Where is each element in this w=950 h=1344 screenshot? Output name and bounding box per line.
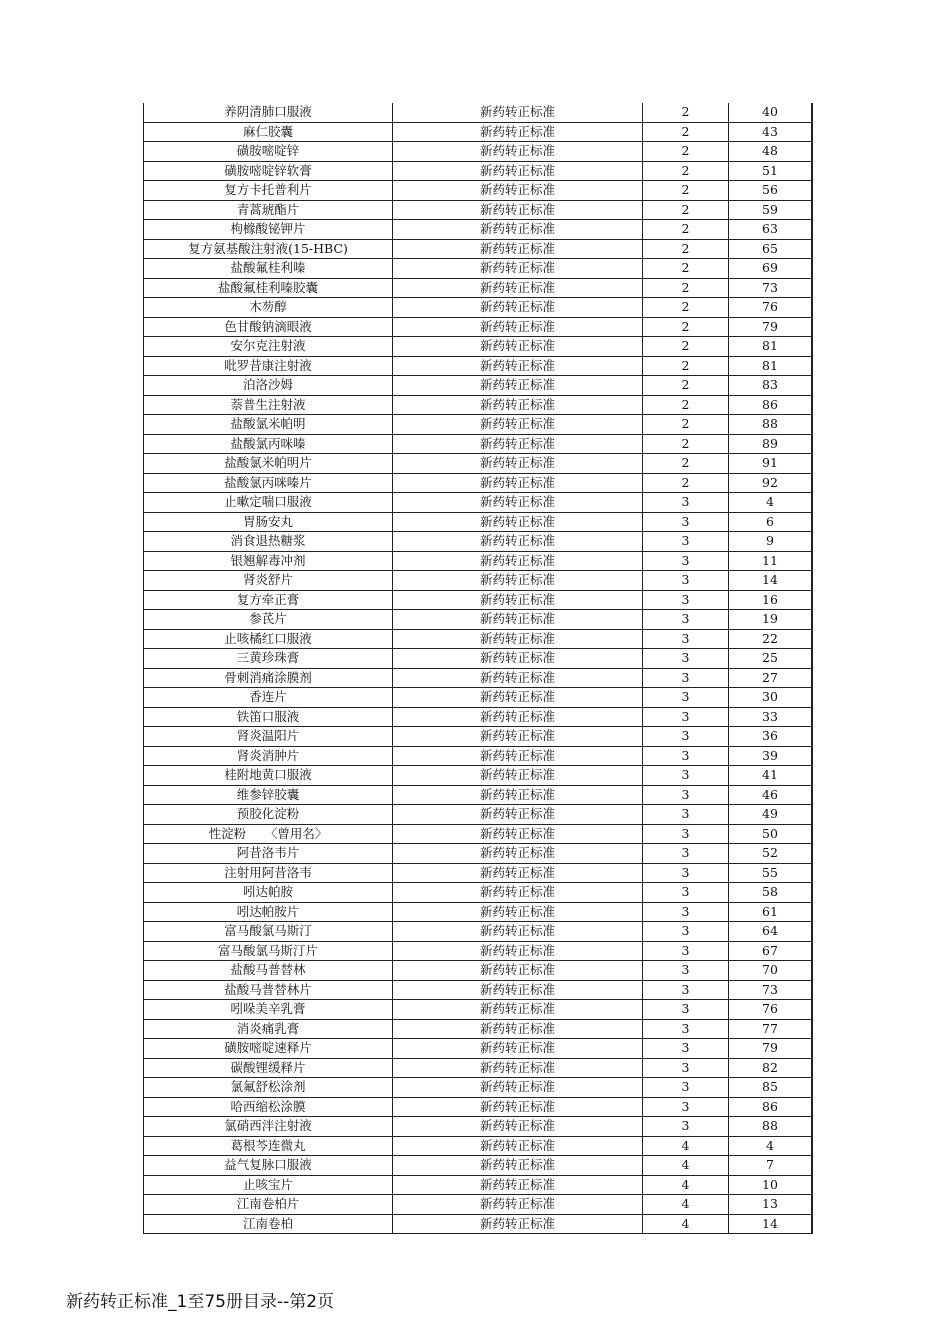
standard-type-cell: 新药转正标准 (393, 746, 643, 766)
volume-cell: 3 (643, 1039, 729, 1059)
standard-type-cell: 新药转正标准 (393, 551, 643, 571)
standard-type-cell: 新药转正标准 (393, 785, 643, 805)
table-row (144, 961, 813, 981)
table-row (144, 512, 813, 532)
drug-name-cell: 胃肠安丸 (144, 512, 393, 532)
drug-name-cell: 止嗽定喘口服液 (144, 493, 393, 513)
volume-cell: 2 (643, 259, 729, 279)
volume-cell: 3 (643, 1078, 729, 1098)
table-row (144, 434, 813, 454)
drug-name-cell: 木芴醇 (144, 298, 393, 318)
standard-type-cell: 新药转正标准 (393, 805, 643, 825)
standard-type-cell: 新药转正标准 (393, 1000, 643, 1020)
table-row (144, 980, 813, 1000)
page-cell: 9 (729, 532, 813, 552)
page-cell: 91 (729, 454, 813, 474)
table-row (144, 590, 813, 610)
standard-type-cell: 新药转正标准 (393, 902, 643, 922)
page-cell: 33 (729, 707, 813, 727)
page-cell: 85 (729, 1078, 813, 1098)
volume-cell: 3 (643, 883, 729, 903)
table-row (144, 688, 813, 708)
table-row (144, 727, 813, 747)
table-row (144, 863, 813, 883)
table-row (144, 161, 813, 181)
drug-name-cell: 磺胺嘧啶锌 (144, 142, 393, 162)
drug-name-cell: 吲达帕胺片 (144, 902, 393, 922)
drug-name-cell: 参芪片 (144, 610, 393, 630)
table-row (144, 395, 813, 415)
standard-type-cell: 新药转正标准 (393, 356, 643, 376)
table-row (144, 1000, 813, 1020)
page-cell: 63 (729, 220, 813, 240)
table-row (144, 668, 813, 688)
table-row (144, 629, 813, 649)
page-cell: 81 (729, 337, 813, 357)
standard-type-cell: 新药转正标准 (393, 1195, 643, 1215)
page-cell: 49 (729, 805, 813, 825)
standard-type-cell: 新药转正标准 (393, 317, 643, 337)
drug-name-cell: 香连片 (144, 688, 393, 708)
table-row (144, 844, 813, 864)
standard-type-cell: 新药转正标准 (393, 610, 643, 630)
standard-type-cell: 新药转正标准 (393, 493, 643, 513)
table-row (144, 551, 813, 571)
volume-cell: 3 (643, 493, 729, 513)
standard-type-cell: 新药转正标准 (393, 629, 643, 649)
volume-cell: 3 (643, 766, 729, 786)
page-cell: 81 (729, 356, 813, 376)
table-row (144, 1039, 813, 1059)
page-cell: 86 (729, 1097, 813, 1117)
volume-cell: 3 (643, 746, 729, 766)
drug-name-cell: 萘普生注射液 (144, 395, 393, 415)
volume-cell: 3 (643, 961, 729, 981)
volume-cell: 2 (643, 278, 729, 298)
volume-cell: 3 (643, 1000, 729, 1020)
page-cell: 73 (729, 278, 813, 298)
table-row (144, 1097, 813, 1117)
volume-cell: 2 (643, 356, 729, 376)
drug-name-cell: 桂附地黄口服液 (144, 766, 393, 786)
page-cell: 77 (729, 1019, 813, 1039)
table-row (144, 922, 813, 942)
drug-name-cell: 复方牵正膏 (144, 590, 393, 610)
table-row (144, 1058, 813, 1078)
volume-cell: 2 (643, 103, 729, 122)
drug-name-cell: 复方氨基酸注射液(15-HBC) (144, 239, 393, 259)
volume-cell: 3 (643, 649, 729, 669)
table-row (144, 473, 813, 493)
table-row (144, 766, 813, 786)
page-cell: 43 (729, 122, 813, 142)
drug-name-cell: 维参锌胶囊 (144, 785, 393, 805)
standard-type-cell: 新药转正标准 (393, 376, 643, 396)
table-row (144, 103, 813, 122)
standard-type-cell: 新药转正标准 (393, 200, 643, 220)
table-row (144, 1214, 813, 1234)
page-cell: 83 (729, 376, 813, 396)
drug-name-cell: 养阴清肺口服液 (144, 103, 393, 122)
volume-cell: 3 (643, 1019, 729, 1039)
page-cell: 61 (729, 902, 813, 922)
page-cell: 13 (729, 1195, 813, 1215)
drug-name-cell: 复方卡托普利片 (144, 181, 393, 201)
drug-name-cell: 盐酸氯丙咪嗪 (144, 434, 393, 454)
table-row (144, 142, 813, 162)
volume-cell: 3 (643, 941, 729, 961)
table-row (144, 220, 813, 240)
page-cell: 55 (729, 863, 813, 883)
standard-type-cell: 新药转正标准 (393, 298, 643, 318)
volume-cell: 2 (643, 142, 729, 162)
volume-cell: 3 (643, 1097, 729, 1117)
drug-name-cell: 铁笛口服液 (144, 707, 393, 727)
table-row (144, 278, 813, 298)
drug-name-cell: 益气复脉口服液 (144, 1156, 393, 1176)
catalog-table-body (144, 103, 813, 1234)
drug-name-cell: 氯氟舒松涂剂 (144, 1078, 393, 1098)
page-cell: 30 (729, 688, 813, 708)
drug-name-cell: 富马酸氯马斯汀片 (144, 941, 393, 961)
volume-cell: 2 (643, 395, 729, 415)
drug-name-cell: 止咳橘红口服液 (144, 629, 393, 649)
page-cell: 73 (729, 980, 813, 1000)
volume-cell: 3 (643, 824, 729, 844)
page-cell: 86 (729, 395, 813, 415)
table-row (144, 883, 813, 903)
page-cell: 36 (729, 727, 813, 747)
standard-type-cell: 新药转正标准 (393, 220, 643, 240)
table-row (144, 298, 813, 318)
standard-type-cell: 新药转正标准 (393, 883, 643, 903)
page-cell: 50 (729, 824, 813, 844)
drug-name-cell: 盐酸氯米帕明 (144, 415, 393, 435)
volume-cell: 2 (643, 454, 729, 474)
table-row (144, 493, 813, 513)
drug-name-cell: 盐酸氯丙咪嗪片 (144, 473, 393, 493)
standard-type-cell: 新药转正标准 (393, 532, 643, 552)
volume-cell: 2 (643, 200, 729, 220)
page-cell: 19 (729, 610, 813, 630)
drug-name-cell: 氯硝西泮注射液 (144, 1117, 393, 1137)
table-row (144, 571, 813, 591)
standard-type-cell: 新药转正标准 (393, 259, 643, 279)
standard-type-cell: 新药转正标准 (393, 941, 643, 961)
table-row (144, 356, 813, 376)
volume-cell: 2 (643, 337, 729, 357)
page-cell: 6 (729, 512, 813, 532)
drug-name-cell: 盐酸氟桂利嗪 (144, 259, 393, 279)
standard-type-cell: 新药转正标准 (393, 824, 643, 844)
table-row (144, 376, 813, 396)
volume-cell: 3 (643, 629, 729, 649)
page-cell: 39 (729, 746, 813, 766)
standard-type-cell: 新药转正标准 (393, 512, 643, 532)
standard-type-cell: 新药转正标准 (393, 103, 643, 122)
standard-type-cell: 新药转正标准 (393, 1175, 643, 1195)
standard-type-cell: 新药转正标准 (393, 649, 643, 669)
drug-name-cell: 消食退热糖浆 (144, 532, 393, 552)
page-cell: 41 (729, 766, 813, 786)
standard-type-cell: 新药转正标准 (393, 668, 643, 688)
table-row (144, 532, 813, 552)
page-cell: 92 (729, 473, 813, 493)
page-cell: 51 (729, 161, 813, 181)
page-cell: 70 (729, 961, 813, 981)
standard-type-cell: 新药转正标准 (393, 181, 643, 201)
volume-cell: 3 (643, 727, 729, 747)
volume-cell: 3 (643, 512, 729, 532)
page-cell: 10 (729, 1175, 813, 1195)
volume-cell: 2 (643, 415, 729, 435)
volume-cell: 3 (643, 1117, 729, 1137)
page-footer: 新药转正标准_1至75册目录--第2页 (66, 1292, 335, 1312)
volume-cell: 3 (643, 805, 729, 825)
table-row (144, 785, 813, 805)
standard-type-cell: 新药转正标准 (393, 434, 643, 454)
drug-name-cell: 磺胺嘧啶锌软膏 (144, 161, 393, 181)
volume-cell: 4 (643, 1214, 729, 1234)
page-cell: 11 (729, 551, 813, 571)
standard-type-cell: 新药转正标准 (393, 1117, 643, 1137)
standard-type-cell: 新药转正标准 (393, 454, 643, 474)
drug-name-cell: 银翘解毒冲剂 (144, 551, 393, 571)
standard-type-cell: 新药转正标准 (393, 590, 643, 610)
volume-cell: 2 (643, 298, 729, 318)
standard-type-cell: 新药转正标准 (393, 707, 643, 727)
volume-cell: 3 (643, 551, 729, 571)
table-row (144, 317, 813, 337)
standard-type-cell: 新药转正标准 (393, 1097, 643, 1117)
page-cell: 4 (729, 493, 813, 513)
standard-type-cell: 新药转正标准 (393, 161, 643, 181)
volume-cell: 3 (643, 863, 729, 883)
table-row (144, 707, 813, 727)
volume-cell: 3 (643, 668, 729, 688)
standard-type-cell: 新药转正标准 (393, 1156, 643, 1176)
table-row (144, 805, 813, 825)
standard-type-cell: 新药转正标准 (393, 766, 643, 786)
page-cell: 14 (729, 571, 813, 591)
table-row (144, 1156, 813, 1176)
table-row (144, 1117, 813, 1137)
standard-type-cell: 新药转正标准 (393, 1136, 643, 1156)
table-row (144, 610, 813, 630)
page-cell: 27 (729, 668, 813, 688)
page-cell: 82 (729, 1058, 813, 1078)
table-row (144, 824, 813, 844)
page-cell: 7 (729, 1156, 813, 1176)
volume-cell: 3 (643, 902, 729, 922)
volume-cell: 2 (643, 181, 729, 201)
drug-name-cell: 吲达帕胺 (144, 883, 393, 903)
volume-cell: 4 (643, 1156, 729, 1176)
drug-name-cell: 江南卷柏 (144, 1214, 393, 1234)
page-cell: 40 (729, 103, 813, 122)
page-cell: 79 (729, 1039, 813, 1059)
drug-name-cell: 吲哚美辛乳膏 (144, 1000, 393, 1020)
table-row (144, 1078, 813, 1098)
volume-cell: 2 (643, 220, 729, 240)
drug-name-cell: 麻仁胶囊 (144, 122, 393, 142)
page-cell: 65 (729, 239, 813, 259)
drug-name-cell: 止咳宝片 (144, 1175, 393, 1195)
volume-cell: 2 (643, 434, 729, 454)
table-row (144, 239, 813, 259)
catalog-table (143, 103, 813, 1234)
page-cell: 46 (729, 785, 813, 805)
drug-name-cell: 肾炎消肿片 (144, 746, 393, 766)
volume-cell: 2 (643, 239, 729, 259)
standard-type-cell: 新药转正标准 (393, 922, 643, 942)
standard-type-cell: 新药转正标准 (393, 980, 643, 1000)
page-cell: 88 (729, 1117, 813, 1137)
standard-type-cell: 新药转正标准 (393, 122, 643, 142)
table-row (144, 1175, 813, 1195)
standard-type-cell: 新药转正标准 (393, 1019, 643, 1039)
table-row (144, 337, 813, 357)
standard-type-cell: 新药转正标准 (393, 239, 643, 259)
page-cell: 4 (729, 1136, 813, 1156)
drug-name-cell: 盐酸氟桂利嗪胶囊 (144, 278, 393, 298)
table-row (144, 454, 813, 474)
page-cell: 25 (729, 649, 813, 669)
volume-cell: 3 (643, 980, 729, 1000)
table-row (144, 200, 813, 220)
page-cell: 48 (729, 142, 813, 162)
standard-type-cell: 新药转正标准 (393, 278, 643, 298)
volume-cell: 3 (643, 707, 729, 727)
drug-name-cell: 碳酸锂缓释片 (144, 1058, 393, 1078)
drug-name-cell: 盐酸马普替林片 (144, 980, 393, 1000)
drug-name-cell: 性淀粉 〈曾用名〉 (144, 824, 393, 844)
page-cell: 89 (729, 434, 813, 454)
drug-name-cell: 阿昔洛韦片 (144, 844, 393, 864)
standard-type-cell: 新药转正标准 (393, 1039, 643, 1059)
page-cell: 52 (729, 844, 813, 864)
standard-type-cell: 新药转正标准 (393, 1078, 643, 1098)
standard-type-cell: 新药转正标准 (393, 337, 643, 357)
volume-cell: 2 (643, 376, 729, 396)
volume-cell: 2 (643, 473, 729, 493)
standard-type-cell: 新药转正标准 (393, 961, 643, 981)
page-cell: 76 (729, 298, 813, 318)
volume-cell: 3 (643, 844, 729, 864)
drug-name-cell: 预胶化淀粉 (144, 805, 393, 825)
drug-name-cell: 富马酸氯马斯汀 (144, 922, 393, 942)
page-cell: 64 (729, 922, 813, 942)
volume-cell: 3 (643, 590, 729, 610)
standard-type-cell: 新药转正标准 (393, 142, 643, 162)
volume-cell: 4 (643, 1136, 729, 1156)
page-cell: 58 (729, 883, 813, 903)
volume-cell: 3 (643, 785, 729, 805)
drug-name-cell: 泊洛沙姆 (144, 376, 393, 396)
table-row (144, 259, 813, 279)
drug-name-cell: 消炎痛乳膏 (144, 1019, 393, 1039)
page-cell: 16 (729, 590, 813, 610)
standard-type-cell: 新药转正标准 (393, 844, 643, 864)
drug-name-cell: 青蒿琥酯片 (144, 200, 393, 220)
volume-cell: 2 (643, 122, 729, 142)
standard-type-cell: 新药转正标准 (393, 688, 643, 708)
standard-type-cell: 新药转正标准 (393, 415, 643, 435)
page-cell: 22 (729, 629, 813, 649)
standard-type-cell: 新药转正标准 (393, 1058, 643, 1078)
table-row (144, 1195, 813, 1215)
drug-name-cell: 肾炎温阳片 (144, 727, 393, 747)
table-row (144, 1019, 813, 1039)
drug-name-cell: 肾炎舒片 (144, 571, 393, 591)
volume-cell: 3 (643, 688, 729, 708)
table-row (144, 122, 813, 142)
volume-cell: 2 (643, 161, 729, 181)
table-row (144, 746, 813, 766)
table-row (144, 649, 813, 669)
table-row (144, 415, 813, 435)
volume-cell: 4 (643, 1195, 729, 1215)
table-row (144, 941, 813, 961)
drug-name-cell: 安尔克注射液 (144, 337, 393, 357)
volume-cell: 4 (643, 1175, 729, 1195)
page-cell: 67 (729, 941, 813, 961)
standard-type-cell: 新药转正标准 (393, 863, 643, 883)
standard-type-cell: 新药转正标准 (393, 727, 643, 747)
drug-name-cell: 盐酸氯米帕明片 (144, 454, 393, 474)
drug-name-cell: 盐酸马普替林 (144, 961, 393, 981)
page-cell: 88 (729, 415, 813, 435)
volume-cell: 3 (643, 1058, 729, 1078)
table-row (144, 181, 813, 201)
drug-name-cell: 吡罗昔康注射液 (144, 356, 393, 376)
table-row (144, 902, 813, 922)
page-cell: 79 (729, 317, 813, 337)
drug-name-cell: 磺胺嘧啶速释片 (144, 1039, 393, 1059)
volume-cell: 3 (643, 532, 729, 552)
volume-cell: 2 (643, 317, 729, 337)
standard-type-cell: 新药转正标准 (393, 473, 643, 493)
drug-name-cell: 葛根芩连微丸 (144, 1136, 393, 1156)
page-cell: 69 (729, 259, 813, 279)
drug-name-cell: 三黄珍珠膏 (144, 649, 393, 669)
drug-name-cell: 色甘酸钠滴眼液 (144, 317, 393, 337)
standard-type-cell: 新药转正标准 (393, 1214, 643, 1234)
drug-name-cell: 枸橼酸铋钾片 (144, 220, 393, 240)
page-cell: 76 (729, 1000, 813, 1020)
page-cell: 56 (729, 181, 813, 201)
standard-type-cell: 新药转正标准 (393, 571, 643, 591)
volume-cell: 3 (643, 571, 729, 591)
page-cell: 14 (729, 1214, 813, 1234)
page-cell: 59 (729, 200, 813, 220)
drug-name-cell: 注射用阿昔洛韦 (144, 863, 393, 883)
drug-name-cell: 哈西缩松涂膜 (144, 1097, 393, 1117)
standard-type-cell: 新药转正标准 (393, 395, 643, 415)
drug-name-cell: 江南卷柏片 (144, 1195, 393, 1215)
volume-cell: 3 (643, 922, 729, 942)
volume-cell: 3 (643, 610, 729, 630)
drug-name-cell: 骨刺消痛涂膜剂 (144, 668, 393, 688)
table-row (144, 1136, 813, 1156)
